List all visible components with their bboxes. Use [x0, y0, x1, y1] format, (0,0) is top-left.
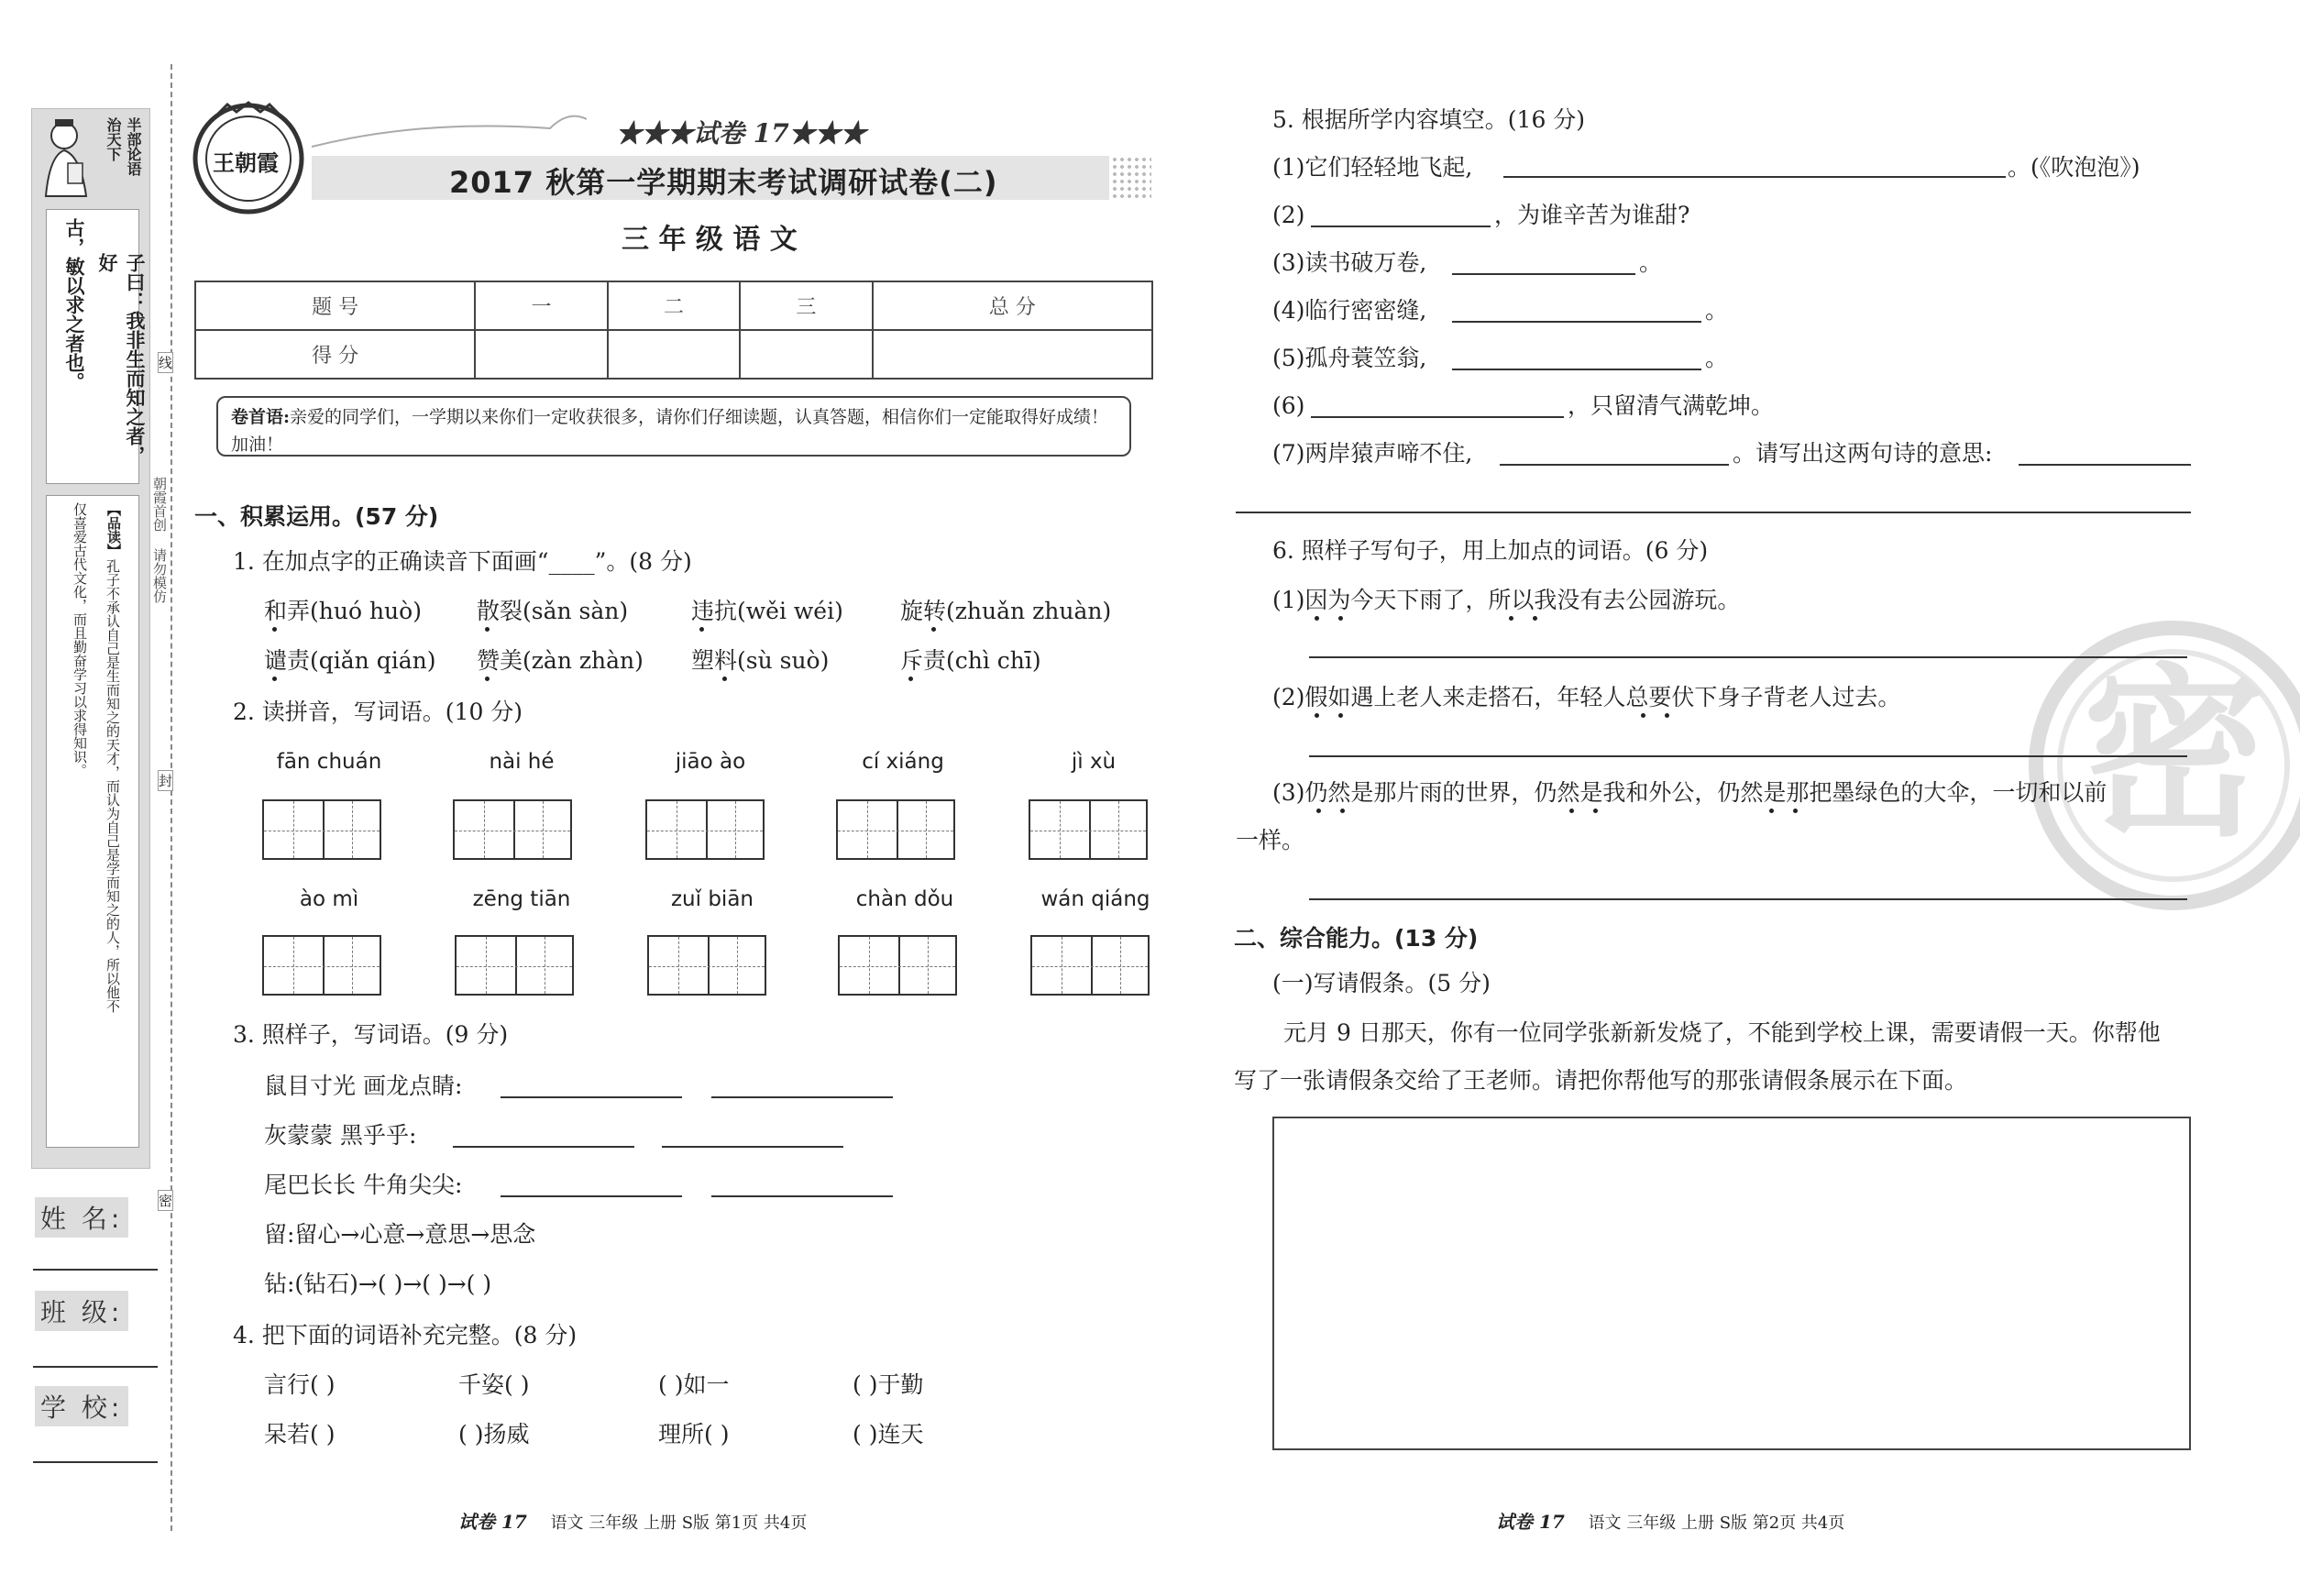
- answer-blank[interactable]: [1503, 176, 2006, 178]
- answer-blank[interactable]: [501, 1096, 682, 1098]
- q6-title: 6. 照样子写句子，用上加点的词语。(6 分): [1272, 537, 1709, 564]
- school-field[interactable]: [33, 1461, 158, 1463]
- footer-paper-no: 试卷 17: [1496, 1511, 1565, 1533]
- score-header-3: 二: [608, 281, 740, 330]
- writing-grid[interactable]: [453, 799, 572, 860]
- q4-item: ( )如一: [658, 1371, 730, 1398]
- section2-para2: 写了一张请假条交给了王老师。请把你帮他写的那张请假条展示在下面。: [1234, 1067, 1968, 1094]
- pindu-line1: 孔子不承认自己是生而知之的天才，而认为自己是学而知之的人，所以他不: [105, 559, 121, 1013]
- copyright-note: 朝霞首创 请勿模仿: [151, 477, 168, 603]
- q6-sentence3: (3)仍然是那片雨的世界，仍然是我和外公，仍然是那把墨绿色的大伞，一切和以前: [1272, 779, 2107, 806]
- pindu-box: [46, 495, 139, 1148]
- q4-item: 千姿( ): [458, 1371, 530, 1398]
- q5-line7-prompt: 。请写出这两句诗的意思:: [1733, 440, 1993, 467]
- ribbon-decoration: [312, 101, 587, 156]
- pinyin-label: fān chuán: [276, 750, 382, 774]
- paper-number: ★★★试卷 17★★★: [616, 118, 866, 149]
- q3-line1: 鼠目寸光 画龙点睛:: [264, 1073, 463, 1099]
- notice-label: 卷首语:: [231, 407, 291, 427]
- emphasis-dot: [1338, 616, 1343, 621]
- q4-item: 呆若( ): [264, 1421, 336, 1447]
- emphasis-dot: [1593, 809, 1598, 813]
- answer-blank[interactable]: [1311, 226, 1491, 227]
- q5-line2: ，为谁辛苦为谁甜?: [1494, 202, 1690, 228]
- emphasis-dot: [272, 677, 277, 681]
- answer-blank[interactable]: [1452, 321, 1701, 323]
- emphasis-dot: [722, 677, 727, 681]
- score-header-4: 三: [740, 281, 872, 330]
- leave-note-answer-box[interactable]: [1272, 1117, 2191, 1450]
- watermark-char: 密: [2083, 648, 2267, 862]
- footer-paper-no: 试卷 17: [458, 1511, 527, 1533]
- emphasis-dot: [1533, 616, 1537, 621]
- banner-dots: [1111, 156, 1151, 200]
- footer-left: [458, 1507, 807, 1534]
- name-label: 姓 名:: [35, 1197, 128, 1238]
- q1-item: 违抗(wěi wéi): [691, 598, 843, 624]
- emphasis-dot: [1315, 616, 1319, 621]
- emphasis-dot: [908, 677, 913, 681]
- q2-title: 2. 读拼音，写词语。(10 分): [233, 699, 523, 725]
- emphasis-dot: [1509, 616, 1513, 621]
- q5-title: 5. 根据所学内容填空。(16 分): [1272, 106, 1586, 133]
- emphasis-dot: [699, 627, 704, 632]
- writing-grid[interactable]: [262, 935, 381, 996]
- scholar-avatar: [37, 114, 97, 202]
- q5-line4: (4)临行密密缝,: [1272, 297, 1427, 324]
- q4-item: ( )连天: [853, 1421, 924, 1447]
- q5-line6-num: (6): [1272, 392, 1305, 419]
- emphasis-dot: [1769, 809, 1774, 813]
- q1-item: 赞美(zàn zhàn): [477, 647, 644, 674]
- footer-info: 语文 三年级 上册 S版 第2页 共4页: [1588, 1513, 1845, 1533]
- emphasis-dot: [1569, 809, 1574, 813]
- writing-grid[interactable]: [645, 799, 765, 860]
- emphasis-dot: [1340, 809, 1345, 813]
- answer-blank[interactable]: [1309, 755, 2187, 757]
- emphasis-dot: [485, 677, 490, 681]
- answer-blank[interactable]: [1452, 273, 1635, 275]
- q3-line5: 钻:(钻石)→( )→( )→( ): [264, 1271, 492, 1297]
- score-header-5: 总 分: [873, 281, 1152, 330]
- answer-blank[interactable]: [1309, 656, 2187, 658]
- subject-title: 三 年 级 语 文: [622, 224, 798, 256]
- score-cell[interactable]: [873, 330, 1152, 379]
- pinyin-label: zēng tiān: [472, 887, 571, 911]
- q6-sentence1: (1)因为今天下雨了，所以我没有去公园游玩。: [1272, 587, 1741, 613]
- footer-info: 语文 三年级 上册 S版 第1页 共4页: [550, 1513, 808, 1533]
- score-cell[interactable]: [475, 330, 607, 379]
- school-label: 学 校:: [35, 1386, 128, 1426]
- q1-item: 旋转(zhuǎn zhuàn): [900, 598, 1112, 624]
- q3-line2: 灰蒙蒙 黑乎乎:: [264, 1122, 417, 1149]
- pinyin-label: zuǐ biān: [670, 887, 754, 911]
- motto-line2: 古，敏以求之者也。: [63, 218, 85, 391]
- q5-line3-end: 。: [1639, 249, 1663, 276]
- emphasis-dot: [1665, 713, 1669, 718]
- q6-sentence3-end: 一样。: [1236, 827, 1305, 853]
- emphasis-dot: [1315, 713, 1319, 718]
- pindu-label: 【品读】: [105, 502, 122, 557]
- cut-mark-3: 密: [158, 1190, 173, 1211]
- q5-line3: (3)读书破万卷,: [1272, 249, 1427, 276]
- answer-blank[interactable]: [1236, 512, 2191, 513]
- writing-grid[interactable]: [1030, 935, 1150, 996]
- q5-line5: (5)孤舟蓑笠翁,: [1272, 345, 1427, 371]
- name-field[interactable]: [33, 1269, 158, 1271]
- score-cell[interactable]: [740, 330, 872, 379]
- q3-title: 3. 照样子，写词语。(9 分): [233, 1021, 509, 1048]
- q4-item: ( )扬威: [458, 1421, 530, 1447]
- score-header-2: 一: [475, 281, 607, 330]
- q1-title: 1. 在加点字的正确读音下面画“____”。(8 分): [233, 548, 692, 575]
- score-cell[interactable]: [608, 330, 740, 379]
- emphasis-dot: [1338, 713, 1343, 718]
- q5-line5-end: 。: [1705, 345, 1729, 371]
- q5-line7: (7)两岸猿声啼不住,: [1272, 440, 1473, 467]
- class-field[interactable]: [33, 1366, 158, 1368]
- q4-item: 言行( ): [264, 1371, 336, 1398]
- pinyin-label: ào mì: [299, 887, 359, 911]
- q6-sentence2: (2)假如遇上老人来走搭石，年轻人总要伏下身子背老人过去。: [1272, 684, 1901, 710]
- writing-grid[interactable]: [836, 799, 955, 860]
- q4-item: ( )于勤: [853, 1371, 924, 1398]
- answer-blank[interactable]: [501, 1195, 682, 1197]
- writing-grid[interactable]: [1029, 799, 1148, 860]
- section2-title: 二、综合能力。(13 分): [1234, 925, 1479, 952]
- pindu-line2: 仅喜爱古代文化，而且勤奋学习以求得知识。: [72, 502, 88, 777]
- pinyin-label: wán qiáng: [1040, 887, 1150, 911]
- motto-line1: 子曰：我非生而知之者，好: [96, 253, 146, 465]
- emphasis-dot: [272, 627, 277, 632]
- answer-blank[interactable]: [711, 1096, 893, 1098]
- pinyin-label: cí xiáng: [862, 750, 944, 774]
- class-label: 班 级:: [35, 1291, 128, 1331]
- section2-sub1: (一)写请假条。(5 分): [1272, 970, 1491, 996]
- writing-grid[interactable]: [262, 799, 381, 860]
- footer-right: [1496, 1507, 1844, 1534]
- pinyin-label: chàn dǒu: [855, 887, 954, 911]
- pinyin-label: jiāo ào: [675, 750, 746, 774]
- q1-item: 散裂(sǎn sàn): [477, 598, 629, 624]
- answer-blank[interactable]: [711, 1195, 893, 1197]
- q5-line4-end: 。: [1705, 297, 1729, 324]
- answer-blank[interactable]: [1500, 464, 1729, 466]
- q1-item: 斥责(chì chī): [900, 647, 1041, 674]
- score-table: [194, 281, 1153, 380]
- answer-blank[interactable]: [1309, 898, 2187, 900]
- q1-item: 和弄(huó huò): [264, 598, 422, 624]
- pinyin-label: jì xù: [1071, 750, 1117, 774]
- cut-mark-1: 线: [158, 352, 173, 373]
- cut-line: [171, 64, 172, 1531]
- q1-item: 塑料(sù suò): [691, 647, 830, 674]
- answer-blank[interactable]: [2019, 464, 2191, 466]
- q1-item: 谴责(qiǎn qián): [264, 647, 436, 674]
- logo-text: 王朝霞: [213, 149, 279, 176]
- cut-mark-2: 封: [158, 770, 173, 791]
- q4-title: 4. 把下面的词语补充完整。(8 分): [233, 1322, 578, 1348]
- notice-text: 亲爱的同学们，一学期以来你们一定收获很多，请你们仔细读题，认真答题，相信你们一定能取得好成绩！加油！: [231, 407, 1109, 455]
- quote-title: 半部论语 治天下: [105, 117, 142, 176]
- pinyin-label: nài hé: [489, 750, 555, 774]
- answer-blank[interactable]: [453, 1146, 634, 1148]
- q5-line6: ，只留清气满乾坤。: [1568, 392, 1775, 419]
- q3-line4: 留:留心→心意→意思→思念: [264, 1221, 536, 1248]
- notice-box: [216, 396, 1131, 457]
- score-row-label: 得 分: [195, 330, 475, 379]
- writing-grid[interactable]: [838, 935, 957, 996]
- q3-line3: 尾巴长长 牛角尖尖:: [264, 1172, 463, 1198]
- answer-blank[interactable]: [1452, 369, 1701, 370]
- writing-grid[interactable]: [455, 935, 574, 996]
- writing-grid[interactable]: [647, 935, 766, 996]
- emphasis-dot: [1793, 809, 1798, 813]
- emphasis-dot: [1641, 713, 1645, 718]
- section1-title: 一、积累运用。(57 分): [194, 503, 439, 530]
- answer-blank[interactable]: [1311, 416, 1564, 418]
- section2-para1: 元月 9 日那天，你有一位同学张新新发烧了，不能到学校上课，需要请假一天。你帮他: [1283, 1019, 2161, 1046]
- q5-line2-num: (2): [1272, 202, 1305, 228]
- score-header-1: 题 号: [195, 281, 475, 330]
- emphasis-dot: [1316, 809, 1321, 813]
- exam-title: 2017 秋第一学期期末考试调研试卷(二): [449, 165, 998, 200]
- emphasis-dot: [931, 627, 936, 632]
- q5-line1-source: 。(《吹泡泡》): [2008, 154, 2140, 181]
- emphasis-dot: [485, 627, 490, 632]
- q5-line1: (1)它们轻轻地飞起,: [1272, 154, 1473, 181]
- q4-item: 理所( ): [658, 1421, 730, 1447]
- answer-blank[interactable]: [662, 1146, 843, 1148]
